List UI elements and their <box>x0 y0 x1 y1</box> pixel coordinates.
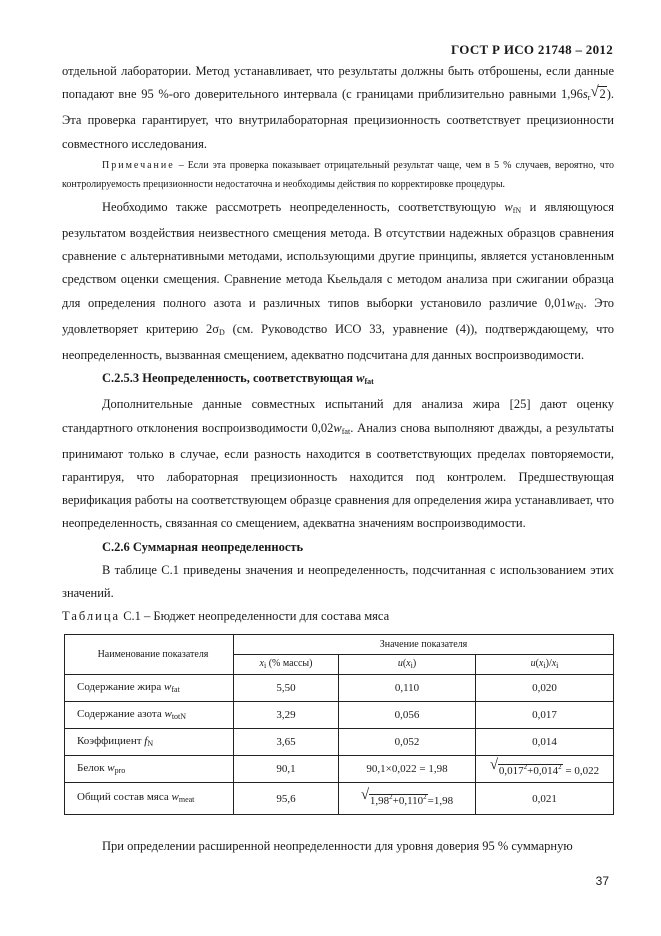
paragraph-table-intro: В таблице С.1 приведены значения и неопределенность, подсчитанная с использованием этих значений. <box>62 562 614 601</box>
header-indicator-value: Значение показателя <box>234 635 614 655</box>
note-paragraph: Примечание – Если эта проверка показывает отрицательный результат чаще, чем в 5 % случаев, вероятно, что контролируемость прецизионности недостаточна и необходимы действия по корректировке процедуры. <box>62 159 614 191</box>
section-heading-c253: С.2.5.3 Неопределенность, соответствующая $w_{fat}$ <box>102 371 374 387</box>
sqrt-expression: √ $1,98^2+0,110^2=1,98$ <box>339 783 476 815</box>
table-row: Общий состав мяса $w_{meat}$ 95,6 √ $1,98^2+0,110^2=1,98$ 0,021 <box>65 783 614 815</box>
note-label: Примечание <box>102 159 175 171</box>
paragraph-fat: Дополнительные данные совместных испытаний для анализа жира [25] дают оценку стандартного отклонения воспроизводимости $0,02w_{fat}$. Анализ снова выполняют дважды, а результаты принимают только в случае, если разность находится в соответствующих пределах повторяемости, гарантируя, что лабораторная прецизионность находится под контролем. Предшествующая верификация работы на соответствующем образце сравнения для определения жира устанавливает, что неопределенность, связанная со смещением, адекватна значениям воспроизводимости. <box>62 397 614 531</box>
table-row: Коэффициент $f_N$ 3,65 0,052 0,014 <box>65 729 614 756</box>
page-number: 37 <box>595 874 609 888</box>
uncertainty-budget-table <box>64 634 614 815</box>
paragraph-bias: Необходимо также рассмотреть неопределенность, соответствующую $w_{fN}$ и являющуюся результатом воздействия неизвестного смещения метода. В отсутствии надежных образцов сравнения сравнение с альтернативными методами, использующими другие принципы, является установленным средством оценки смещения. Сравнение метода Кьельдаля с методом анализа при сжигании образца для определения полного азота и различных типов выборки установило различие $0,01w_{fN}$. Это удовлетворяет критерию $2\sigma_D$ (см. Руководство ИСО 33, уравнение (4)), подтверждающему, что неопределенность, вызванная смещением, адекватно подсчитана для данных воспроизводимости. <box>62 199 615 363</box>
table-row: Белок $w_{pro}$ 90,1 90,1×0,022 = 1,98 √ $0,017^2+0,014^2 = 0,022$ <box>65 756 614 783</box>
table-row: Содержание азота $w_{totN}$ 3,29 0,056 0,017 <box>65 702 614 729</box>
header-xi: $x_i$ (% массы) <box>234 655 339 675</box>
sqrt-expression: √ 2 <box>590 83 606 106</box>
header-relative-u: $u(x_i)/x_i$ <box>476 655 614 675</box>
header-u-xi: $u(x_i)$ <box>339 655 476 675</box>
header-indicator-name: Наименование показателя <box>65 635 234 675</box>
table-row: Содержание жира $w_{fat}$ 5,50 0,110 0,020 <box>65 675 614 702</box>
page-body <box>62 60 614 859</box>
paragraph-lab-check: отдельной лаборатории. Метод устанавливает, что результаты должны быть отброшены, если данные попадают вне 95 %-ого доверительного интервала (с границами приблизительно равными $1,96s_r√$ 2). Эта проверка гарантирует, что внутрилабораторная прецизионность соответствует прецизионности совместного исследования. <box>62 60 614 156</box>
section-heading-c26: С.2.6 Суммарная неопределенность <box>102 539 304 554</box>
document-standard-code: ГОСТ Р ИСО 21748 – 2012 <box>451 42 613 57</box>
table-caption: Таблица С.1 – Бюджет неопределенности для состава мяса <box>62 609 390 624</box>
sqrt-expression: √ $0,017^2+0,014^2 = 0,022$ <box>476 756 614 783</box>
paragraph-expanded-uncertainty: При определении расширенной неопределенности для уровня доверия 95 % суммарную <box>102 839 573 854</box>
